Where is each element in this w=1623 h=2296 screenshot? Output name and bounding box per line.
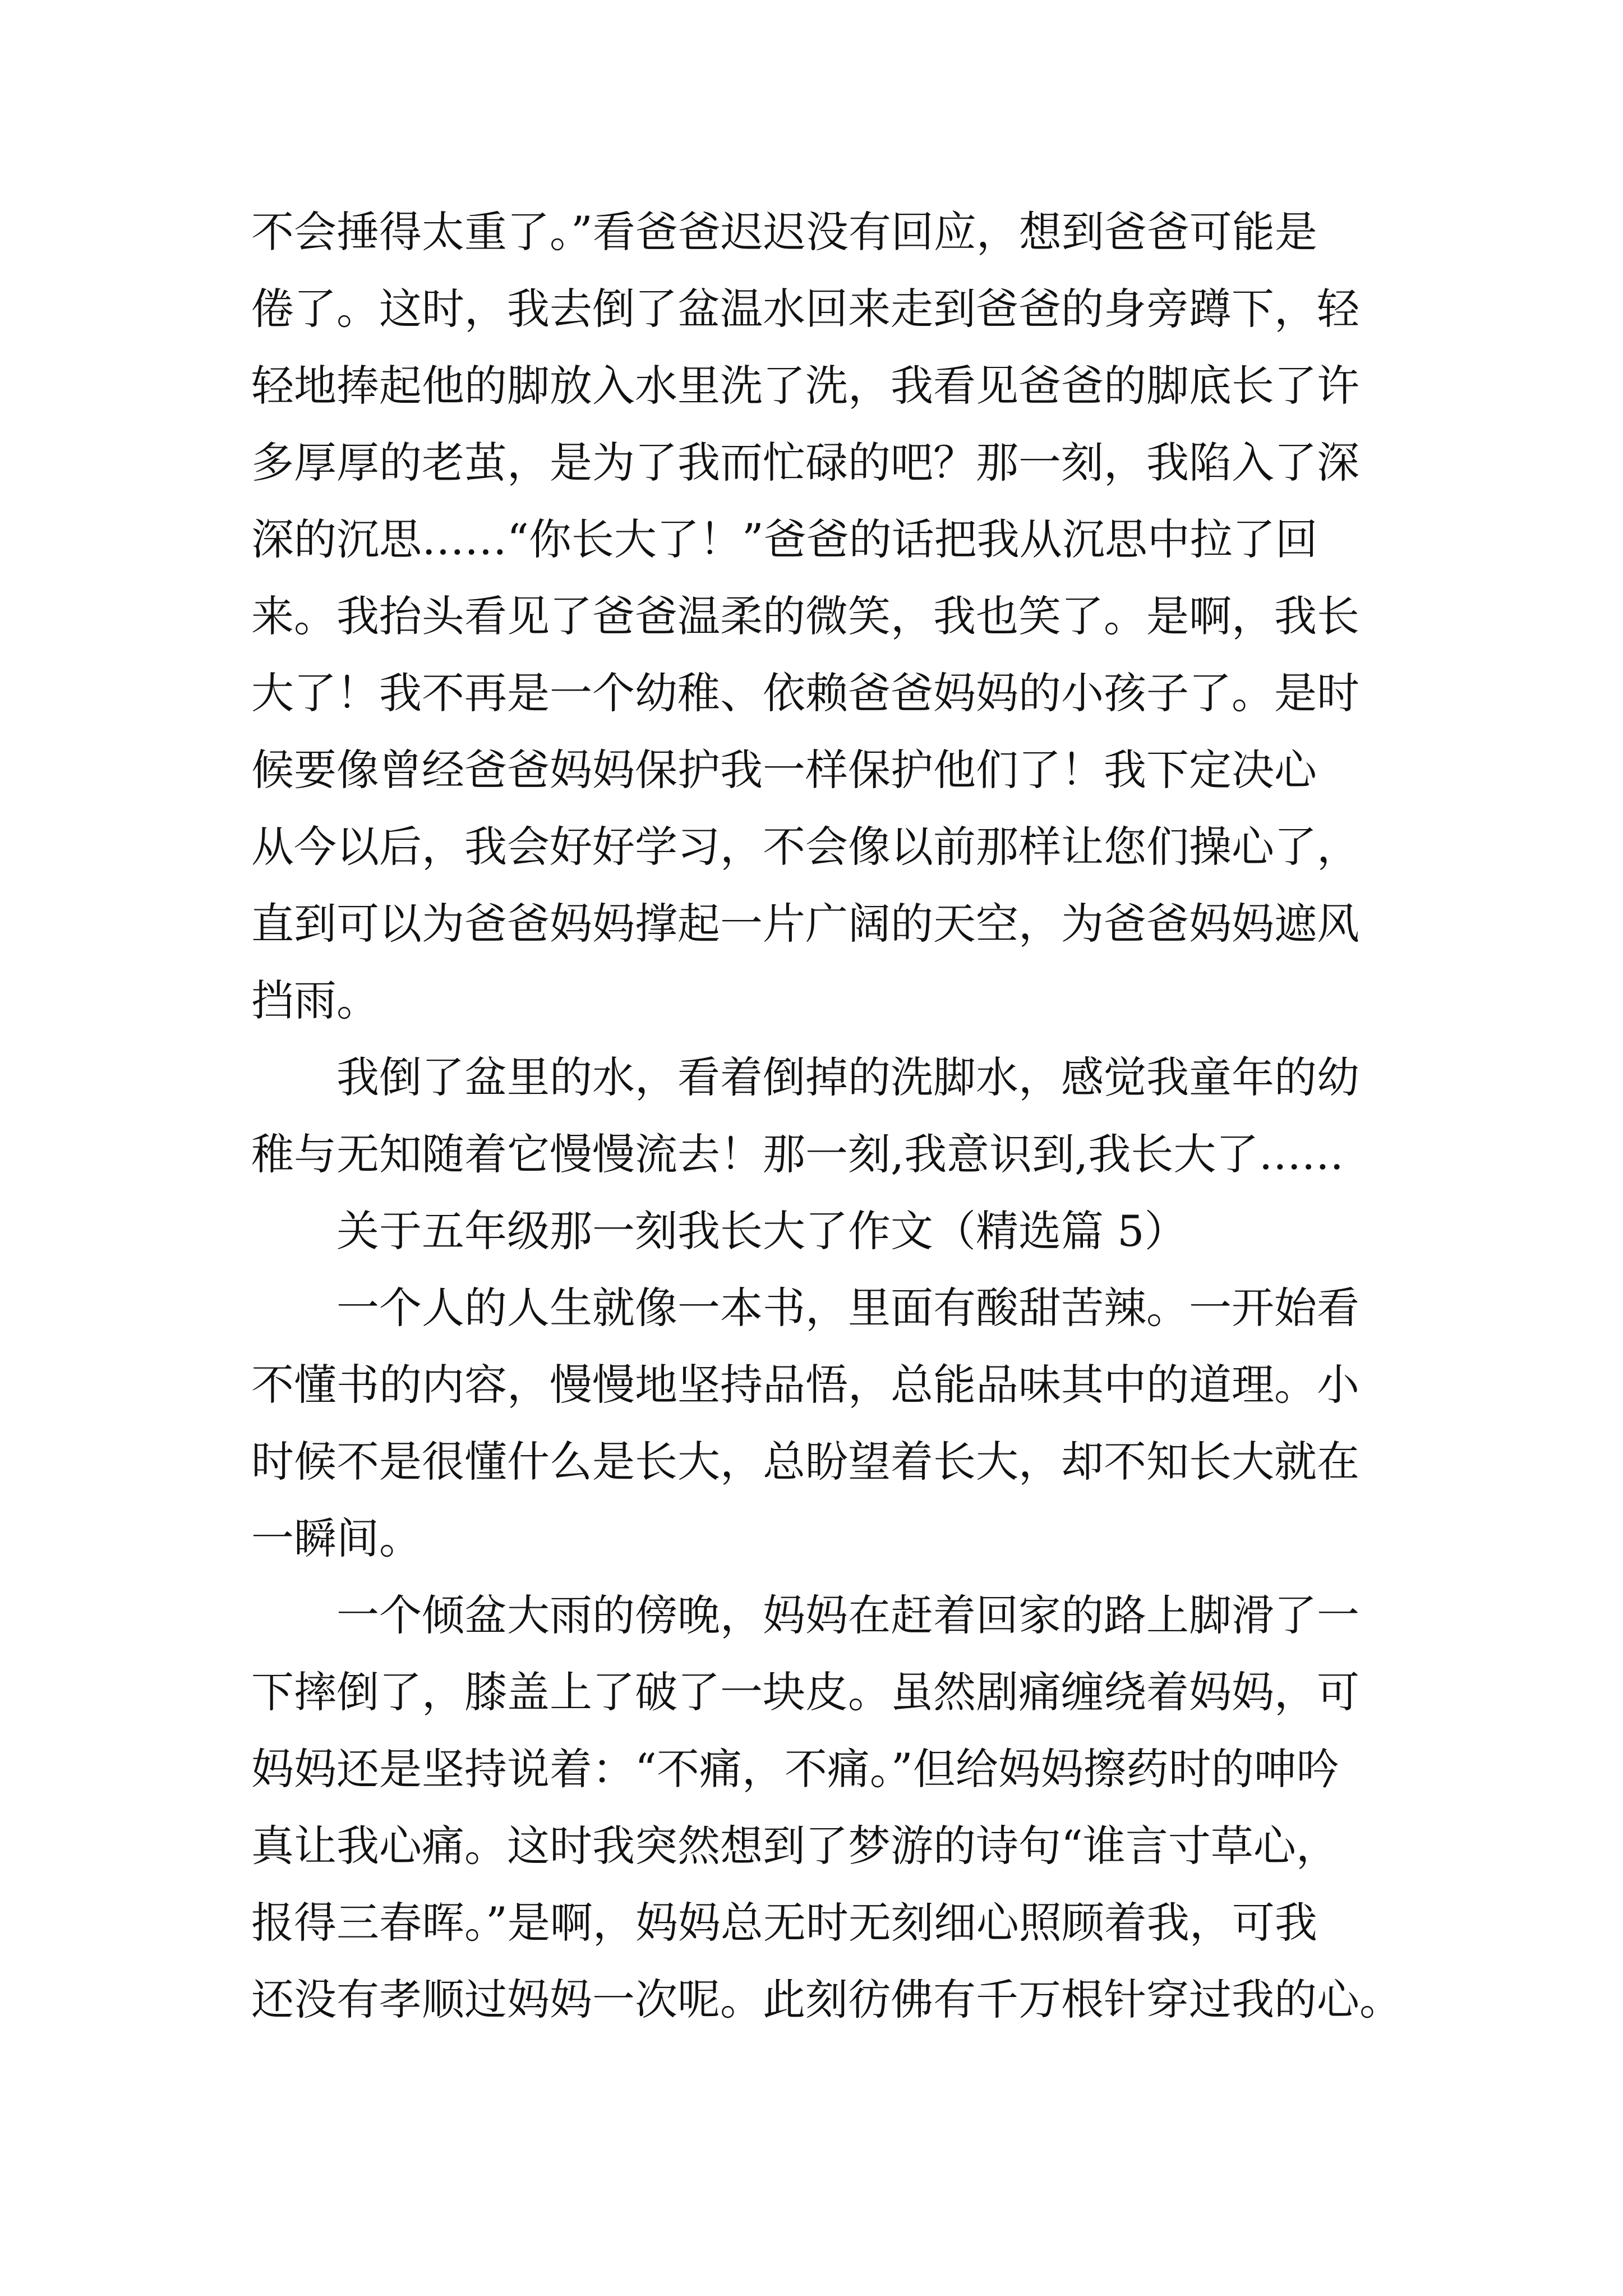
text-line: 真让我心痛。这时我突然想到了梦游的诗句“谁言寸草心， xyxy=(251,1821,1339,1871)
text-line: 一个人的人生就像一本书，里面有酸甜苦辣。一开始看 xyxy=(336,1283,1359,1333)
text-line: 大了！我不再是一个幼稚、依赖爸爸妈妈的小孩子了。是时 xyxy=(251,668,1359,718)
text-line: 妈妈还是坚持说着：“不痛，不痛。”但给妈妈擦药时的呻吟 xyxy=(251,1744,1339,1794)
text-line: 一个倾盆大雨的傍晚，妈妈在赶着回家的路上脚滑了一 xyxy=(336,1590,1359,1640)
text-line: 倦了。这时，我去倒了盆温水回来走到爸爸的身旁蹲下，轻 xyxy=(251,284,1359,334)
text-line: 挡雨。 xyxy=(251,976,379,1025)
text-line: 一瞬间。 xyxy=(251,1513,422,1563)
text-line: 深的沉思……“你长大了！”爸爸的话把我从沉思中拉了回 xyxy=(251,514,1318,564)
text-line: 时候不是很懂什么是长大，总盼望着长大，却不知长大就在 xyxy=(251,1437,1359,1487)
text-line: 不懂书的内容，慢慢地坚持品悟，总能品味其中的道理。小 xyxy=(251,1360,1359,1410)
text-line: 稚与无知随着它慢慢流去！那一刻,我意识到,我长大了…… xyxy=(251,1129,1344,1179)
section-heading: 关于五年级那一刻我长大了作文（精选篇 5） xyxy=(336,1206,1187,1256)
text-line: 直到可以为爸爸妈妈撑起一片广阔的天空，为爸爸妈妈遮风 xyxy=(251,899,1359,949)
text-line: 从今以后，我会好好学习，不会像以前那样让您们操心了， xyxy=(251,822,1359,872)
text-line: 不会捶得太重了。”看爸爸迟迟没有回应，想到爸爸可能是 xyxy=(251,207,1317,257)
text-line: 报得三春晖。”是啊，妈妈总无时无刻细心照顾着我，可我 xyxy=(251,1898,1317,1948)
text-line: 我倒了盆里的水，看着倒掉的洗脚水，感觉我童年的幼 xyxy=(336,1052,1359,1102)
text-line: 来。我抬头看见了爸爸温柔的微笑，我也笑了。是啊，我长 xyxy=(251,591,1359,641)
body-text xyxy=(251,194,1402,2038)
text-line: 轻地捧起他的脚放入水里洗了洗，我看见爸爸的脚底长了许 xyxy=(251,361,1359,411)
text-line: 下摔倒了，膝盖上了破了一块皮。虽然剧痛缠绕着妈妈，可 xyxy=(251,1667,1359,1717)
text-line: 候要像曾经爸爸妈妈保护我一样保护他们了！我下定决心 xyxy=(251,745,1317,795)
text-line: 多厚厚的老茧，是为了我而忙碌的吧？那一刻，我陷入了深 xyxy=(251,438,1359,487)
text-line: 还没有孝顺过妈妈一次呢。此刻彷佛有千万根针穿过我的心。 xyxy=(251,1975,1402,2024)
